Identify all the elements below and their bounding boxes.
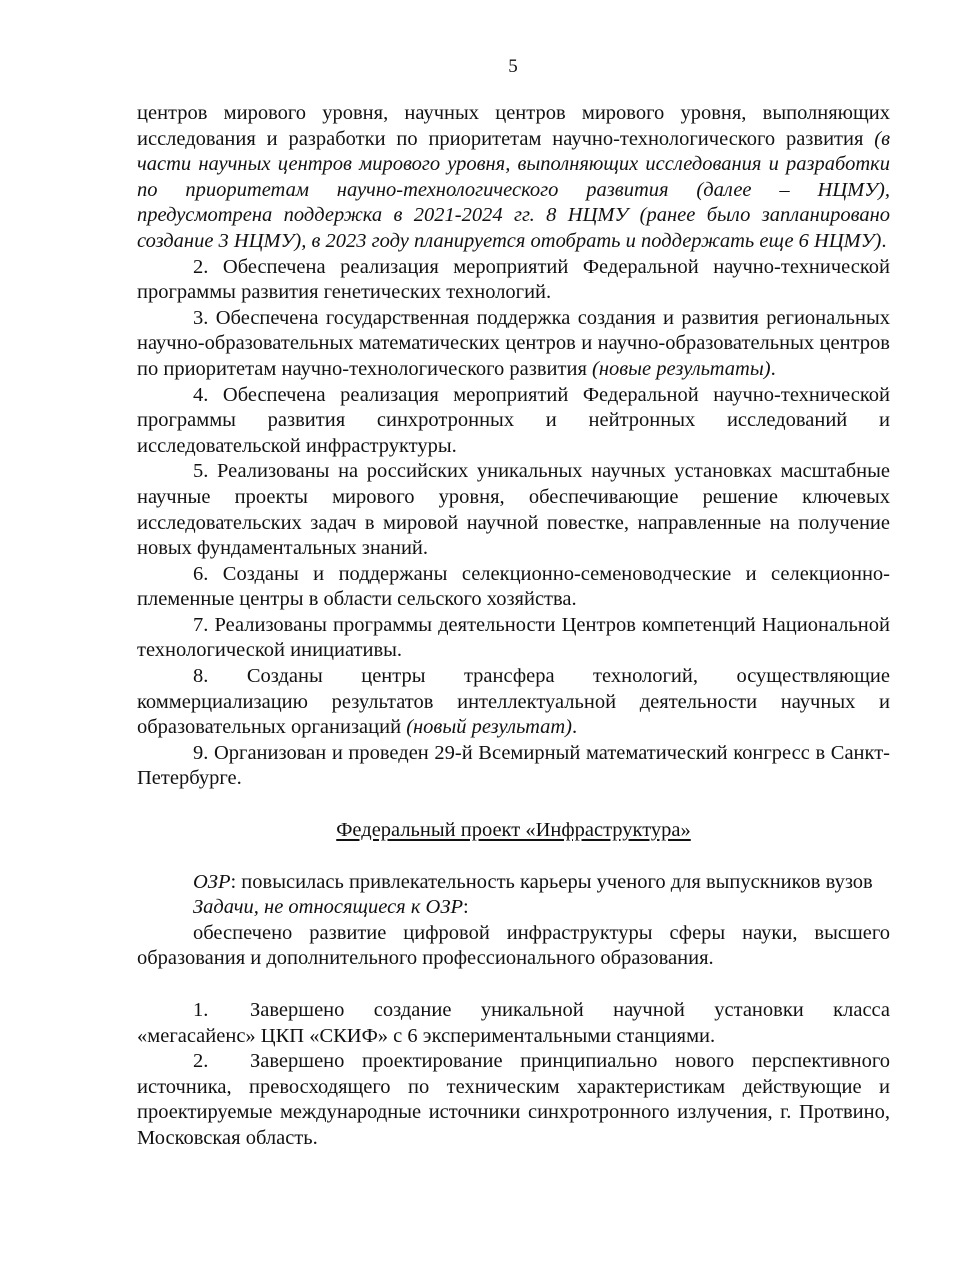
ozr-paragraph [137, 870, 890, 896]
ozr-label: ОЗР [193, 870, 231, 893]
continuation-paragraph [137, 101, 890, 255]
result-item-4: 4. Обеспечена реализация мероприятий Федеральной научно-технической программы развития синхротронных и нейтронных исследований и исследовательской инфраструктуры. [137, 383, 890, 457]
continuation-italic-note: (в части научных центров мирового уровня, выполняющих исследования и разработки по приоритетам научно-технологического развития (далее – НЦМУ), предусмотрена поддержка в 2021-2024 гг. 8 НЦМУ (ранее было запланировано создание 3 НЦМУ), в 2023 году планируется отобрать и поддержать еще 6 НЦМУ) [137, 127, 890, 252]
new-result-note: (новый результат) [406, 716, 573, 739]
section-heading: Федеральный проект «Инфраструктура» [336, 819, 691, 842]
result-item-7: 7. Реализованы программы деятельности Центров компетенций Национальной технологической инициативы. [137, 613, 890, 662]
result-item-6: 6. Созданы и поддержаны селекционно-семеноводческие и селекционно-племенные центры в области сельского хозяйства. [137, 562, 890, 611]
result-item-2: 2. Обеспечена реализация мероприятий Федеральной научно-технической программы развития генетических технологий. [137, 255, 890, 304]
new-results-note: (новые результаты) [592, 357, 771, 380]
continuation-text: центров мирового уровня, научных центров мирового уровня, выполняющих исследования и разработки по приоритетам научно-технологического развития [137, 102, 890, 150]
result-item-5: 5. Реализованы на российских уникальных научных установках масштабные научные проекты мирового уровня, обеспечивающие решение ключевых исследовательских задач в мировой научной повестке, направленные на получение новых фундаментальных знаний. [137, 460, 890, 560]
tasks-text: обеспечено развитие цифровой инфраструктуры сферы науки, высшего образования и дополнительного профессионального образования. [137, 921, 890, 970]
result-item-8: 8. Созданы центры трансфера технологий, осуществляющие коммерциализацию результатов интеллектуальной деятельности научных и образовательных организаций (новый результат). [137, 665, 890, 739]
tasks-label: Задачи, не относящиеся к ОЗР [193, 896, 464, 919]
ozr-text: : повысилась привлекательность карьеры ученого для выпускников вузов [230, 870, 873, 893]
infra-item-number: 2. [193, 1050, 209, 1073]
result-item-9: 9. Организован и проведен 29-й Всемирный математический конгресс в Санкт-Петербурге. [137, 741, 890, 790]
continuation-end: . [881, 229, 887, 252]
tasks-label-paragraph: Задачи, не относящиеся к ОЗР: [193, 896, 469, 919]
infra-item-number: 1. [193, 999, 209, 1021]
infra-item-2: 2. Завершено проектирование принципиально нового перспективного источника, превосходящего по техническим характеристикам действующие и проектируемые международные источники синхротронного излучения, г. Протвино, Московская область. [137, 1050, 890, 1149]
document-body [137, 101, 890, 1152]
result-item-3: 3. Обеспечена государственная поддержка создания и развития региональных научно-образовательных математических центров и научно-образовательных центров по приоритетам научно-технологического развития (новые результаты). [137, 306, 890, 380]
infra-item-1: 1. Завершено создание уникальной научной установки класса «мегасайенс» ЦКП «СКИФ» с 6 экспериментальными станциями. [137, 999, 890, 1047]
page-number: 5 [508, 56, 518, 77]
